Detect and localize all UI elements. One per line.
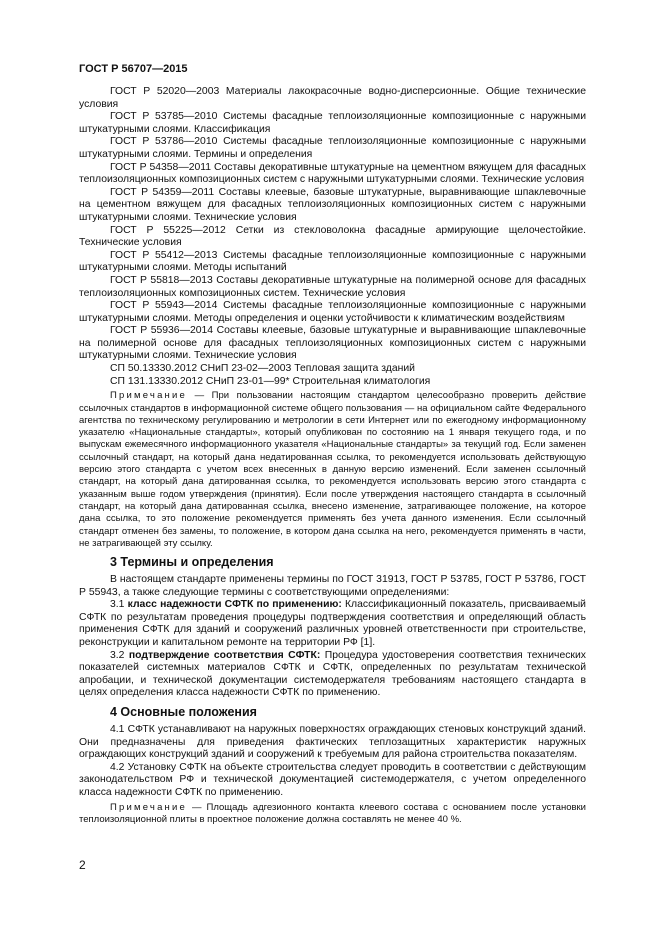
reference-item: ГОСТ Р 54358—2011 Составы декоративные штукатурные на цементном вяжущем для фасадных теплоизоляционных композиционных систем с наружными штукатурными слоями. Технические условия: [79, 161, 586, 186]
term-definition: Процедура удостоверения соответствия технических показателей системных материалов СФТК и СФТК, определенных по результатам технической апробации, и технической документации системодержателя требованиям настоящего стандарта в целях определения класса надежности СФТК по применению.: [79, 649, 586, 699]
reference-item: ГОСТ Р 55412—2013 Системы фасадные теплоизоляционные композиционные с наружными штукатурными слоями. Методы испытаний: [79, 249, 586, 274]
term-number: 3.1: [110, 599, 128, 611]
reference-item: ГОСТ Р 52020—2003 Материалы лакокрасочные водно-дисперсионные. Общие технические условия: [79, 86, 586, 110]
reference-item: ГОСТ Р 55225—2012 Сетки из стекловолокна фасадные армирующие щелочестойкие. Технические условия: [79, 224, 586, 249]
reference-item: ГОСТ Р 53786—2010 Системы фасадные теплоизоляционные композиционные с наружными штукатурными слоями. Термины и определения: [79, 136, 586, 160]
section-3-heading: 3 Термины и определения: [110, 555, 274, 570]
page-body: [79, 86, 586, 826]
term-number: 3.2: [110, 649, 129, 661]
note-text: — Площадь адгезионного контакта клеевого состава с основанием после установки теплоизоляционной плиты в проектное положение должна составлять не менее 40 %.: [79, 801, 586, 825]
note-text: — При пользовании настоящим стандартом целесообразно проверить действие ссылочных стандартов в информационной системе общего пользования — на официальном сайте Федерального агентства по техническому регулированию и метрологии в сети Интернет или по ежегодному информационному указателю «Национальные стандарты», который опубликован по состоянию на 1 января текущего года, и по выпускам ежемесячного информационного указателя «Национальные стандарты» за текущий год. Если заменен ссылочный стандарт, на который дана недатированная ссылка, то рекомендуется использовать действующую версию этого стандарта с учетом всех внесенных в данную версию изменений. Если заменен ссылочный стандарт, на который дана датированная ссылка, то рекомендуется использовать версию этого стандарта с указанным выше годом утверждения (принятия). Если после утверждения настоящего стандарта в ссылочный стандарт, на который дана датированная ссылка, внесено изменение, затрагивающее положение, на которое дана ссылка, то это положение рекомендуется применять без учета данного изменения. Если ссылочный стандарт отменен без замены, то положение, в котором дана ссылка на него, рекомендуется применять в части, не затрагивающей эту ссылку.: [79, 390, 586, 549]
references-note: [79, 390, 586, 550]
section-4-note: [79, 802, 586, 827]
paragraph-4-2: 4.2 Установку СФТК на объекте строительства следует проводить в соответствии с действующим законодательством РФ и технической документацией системодержателя, с учетом определенного класса надежности СФТК по применению.: [79, 761, 586, 799]
reference-item: ГОСТ Р 53785—2010 Системы фасадные теплоизоляционные композиционные с наружными штукатурными слоями. Классификация: [79, 111, 586, 135]
reference-item: СП 131.13330.2012 СНиП 23-01—99* Строительная климатология: [110, 375, 431, 387]
note-label: Примечание: [110, 801, 187, 813]
reference-item: СП 50.13330.2012 СНиП 23-02—2003 Тепловая защита зданий: [110, 363, 415, 375]
term-title: класс надежности СФТК по применению:: [127, 599, 342, 611]
reference-item: ГОСТ Р 55943—2014 Системы фасадные теплоизоляционные композиционные с наружными штукатурными слоями. Методы определения и оценки устойчивости к климатическим воздействиям: [79, 300, 586, 324]
term-3-2: [79, 650, 586, 700]
section-4-heading: 4 Основные положения: [110, 705, 257, 720]
note-label: Примечание: [110, 390, 187, 402]
reference-item: ГОСТ Р 55936—2014 Составы клеевые, базовые штукатурные и выравнивающие шпаклевочные на полимерной основе для фасадных теплоизоляционных композиционных систем с наружными штукатурными слоями. Технические условия: [79, 325, 586, 362]
term-title: подтверждение соответствия СФТК:: [128, 649, 321, 661]
reference-item: ГОСТ Р 54359—2011 Составы клеевые, базовые штукатурные, выравнивающие шпаклевочные на цементном вяжущем для фасадных теплоизоляционных композиционных систем с наружными штукатурными слоями. Технические условия: [79, 186, 586, 223]
term-3-1: [79, 599, 586, 649]
paragraph-4-1: 4.1 СФТК устанавливают на наружных поверхностях ограждающих стеновых конструкций зданий. Они предназначены для приведения фактических теплозащитных характеристик наружных ограждающих конструкций зданий и сооружений к требуемым для района строительства показателям.: [79, 724, 586, 761]
page-number: 2: [79, 858, 86, 872]
reference-item: ГОСТ Р 55818—2013 Составы декоративные штукатурные на полимерной основе для фасадных теплоизоляционных композиционных систем. Технические условия: [79, 274, 586, 299]
term-definition: Классификационный показатель, присваиваемый СФТК по результатам проведения процедуры подтверждения соответствия и определяющий область применения СФТК для зданий и сооружений различных уровней ответственности при строительстве, реконструкции и капитальном ремонте на территории РФ [1].: [79, 599, 586, 649]
section-3-intro: В настоящем стандарте применены термины по ГОСТ 31913, ГОСТ Р 53785, ГОСТ Р 53786, ГОСТ Р 55943, а также следующие термины с соответствующими определениями:: [79, 574, 586, 598]
document-header: ГОСТ Р 56707—2015: [79, 63, 188, 75]
